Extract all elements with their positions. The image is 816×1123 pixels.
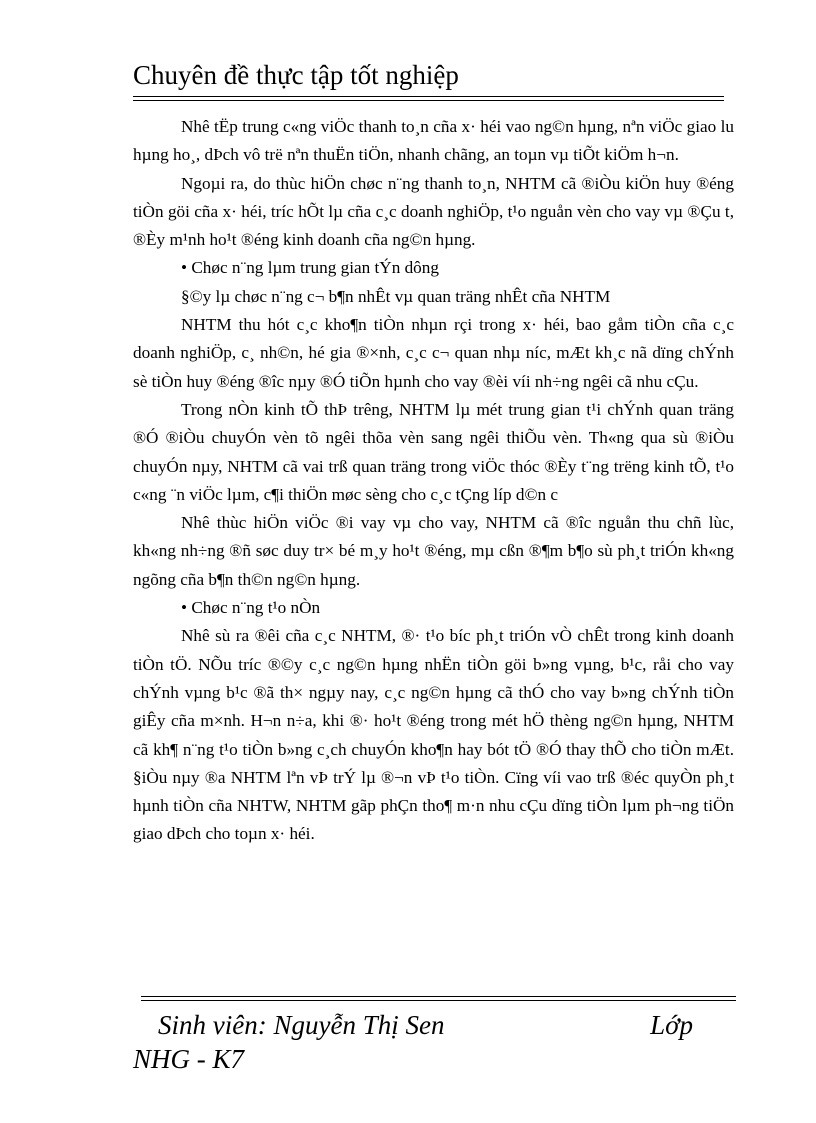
bullet-heading: • Chøc n¨ng t¹o nÒn — [181, 598, 321, 618]
class-label: Lớp — [650, 1010, 693, 1040]
paragraph: Nhê tËp trung c«ng viÖc thanh to¸n cña x· héi vao ng©n hµng, nªn viÖc giao lu hµng ho¸, dÞch vô trë nªn thuËn tiÖn, nhanh chãng, an toµn vµ tiÕt kiÖm h¬n. — [133, 117, 734, 165]
paragraph: Trong nÒn kinh tÕ thÞ trêng, NHTM lµ mét trung gian t¹i chÝnh quan träng ®Ó ®iÒu chuyÓn vèn tõ ngêi thõa vèn sang ngêi thiÕu vèn. Th«ng qua sù ®iÒu chuyÓn nµy, NHTM cã vai trß quan träng trong viÖc thóc ®Èy t¨ng trëng kinh tÕ, t¹o c«ng ¨n viÖc lµm, c¶i thiÖn møc sèng cho c¸c tÇng líp d©n c — [133, 399, 734, 504]
page-header-title: Chuyên đề thực tập tốt nghiệp — [133, 60, 459, 90]
header-rule-top — [133, 96, 724, 97]
body-text — [133, 113, 734, 849]
paragraph: NHTM thu hót c¸c kho¶n tiÒn nhµn rçi trong x· héi, bao gåm tiÒn cña c¸c doanh nghiÖp, c¸ nh©n, hé gia ®×nh, c¸c c¬ quan nhµ níc, mÆt kh¸c nã dïng chÝnh sè tiÒn huy ®éng ®îc nµy ®Ó tiÕn hµnh cho vay ®èi víi nh÷ng ngêi cã nhu cÇu. — [133, 315, 734, 391]
header-rule-bottom — [133, 100, 724, 101]
paragraph: Nhê sù ra ®êi cña c¸c NHTM, ®· t¹o bíc ph¸t triÓn vÒ chÊt trong kinh doanh tiÒn tÖ. NÕu tríc ®©y c¸c ng©n hµng nhËn tiÒn göi b»ng vµng, b¹c, råi cho vay chÝnh vµng b¹c ®ã th× ngµy nay, c¸c ng©n hµng cã thÓ cho vay b»ng chÝnh tiÒn giÊy cña m×nh. H¬n n÷a, khi ®· ho¹t ®éng trong mét hÖ thèng ng©n hµng, NHTM cã kh¶ n¨ng t¹o tiÒn b»ng c¸ch chuyÓn kho¶n hay bót tÖ ®Ó thay thÕ cho tiÒn mÆt. §iÒu nµy ®a NHTM lªn vÞ trÝ lµ ®¬n vÞ t¹o tiÒn. Cïng víi vao trß ®éc quyÒn ph¸t hµnh tiÒn cña NHTW, NHTM gãp phÇn tho¶ m·n nhu cÇu dïng tiÒn lµm ph¬ng tiÖn giao dÞch cho toµn x· héi. — [133, 626, 734, 844]
paragraph: §©y lµ chøc n¨ng c¬ b¶n nhÊt vµ quan träng nhÊt cña NHTM — [181, 286, 611, 306]
footer-rule-top — [141, 996, 736, 997]
paragraph: Ngoµi ra, do thùc hiÖn chøc n¨ng thanh to¸n, NHTM cã ®iÒu kiÖn huy ®éng tiÒn göi cña x· héi, tríc hÕt lµ cña c¸c doanh nghiÖp, t¹o nguån vèn cho vay vµ ®Çu t, ®Èy m¹nh ho¹t ®éng kinh doanh cña ng©n hµng. — [133, 173, 734, 250]
paragraph: Nhê thùc hiÖn viÖc ®i vay vµ cho vay, NHTM cã ®îc nguån thu chñ lùc, kh«ng nh÷ng ®ñ søc duy tr× bé m¸y ho¹t ®éng, mµ cßn ®¶m b¶o sù ph¸t triÓn kh«ng ngõng cña b¶n th©n ng©n hµng. — [133, 513, 734, 589]
footer-rule-bottom — [141, 1000, 736, 1001]
bullet-heading: • Chøc n¨ng lµm trung gian tÝn dông — [181, 258, 439, 278]
class-value: NHG - K7 — [133, 1044, 245, 1074]
student-name: Sinh viên: Nguyễn Thị Sen — [158, 1010, 445, 1040]
page-footer — [133, 1008, 693, 1076]
